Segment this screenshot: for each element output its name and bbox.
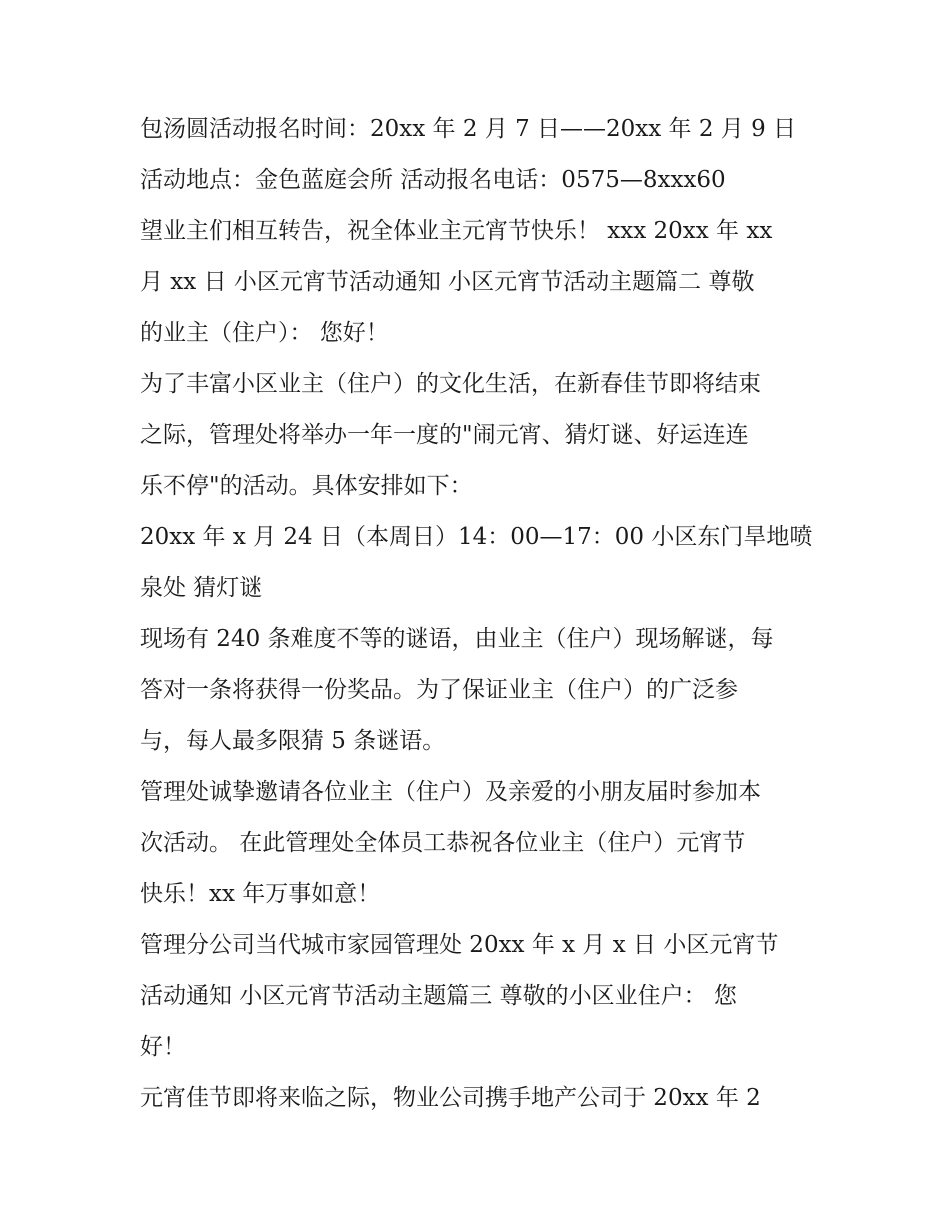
text-line: 20xx 年 x 月 24 日（本周日）14：00—17：00 小区东门旱地喷 [140, 524, 813, 550]
text-line: 答对一条将获得一份奖品。为了保证业主（住户）的广泛参 [140, 677, 738, 703]
text-line: 与，每人最多限猜 5 条谜语。 [140, 728, 446, 754]
text-line: 活动地点：金色蓝庭会所 活动报名电话：0575—8xxx60 [140, 167, 726, 193]
text-line: 月 xx 日 小区元宵节活动通知 小区元宵节活动主题篇二 尊敬 [140, 269, 755, 295]
document-body [140, 104, 820, 1124]
text-line: 之际，管理处将举办一年一度的"闹元宵、猜灯谜、好运连连 [140, 422, 749, 448]
text-line: 包汤圆活动报名时间：20xx 年 2 月 7 日——20xx 年 2 月 9 日 [140, 116, 797, 142]
text-line: 乐不停"的活动。具体安排如下： [140, 473, 473, 499]
text-line: 元宵佳节即将来临之际，物业公司携手地产公司于 20xx 年 2 [140, 1085, 761, 1111]
text-line: 活动通知 小区元宵节活动主题篇三 尊敬的小区业住户： 您 [140, 983, 737, 1009]
text-line: 次活动。 在此管理处全体员工恭祝各位业主（住户）元宵节 [140, 830, 746, 856]
text-line: 现场有 240 条难度不等的谜语，由业主（住户）现场解谜，每 [140, 626, 774, 652]
text-line: 望业主们相互转告，祝全体业主元宵节快乐！ xxx 20xx 年 xx [140, 218, 773, 244]
text-line: 管理分公司当代城市家园管理处 20xx 年 x 月 x 日 小区元宵节 [140, 932, 779, 958]
text-line: 泉处 猜灯谜 [140, 575, 263, 601]
text-line: 为了丰富小区业主（住户）的文化生活，在新春佳节即将结束 [140, 371, 761, 397]
text-line: 的业主（住户）： 您好！ [140, 320, 389, 346]
text-line: 好！ [140, 1034, 186, 1060]
text-line: 管理处诚挚邀请各位业主（住户）及亲爱的小朋友届时参加本 [140, 779, 761, 805]
text-line: 快乐！xx 年万事如意！ [140, 881, 381, 907]
